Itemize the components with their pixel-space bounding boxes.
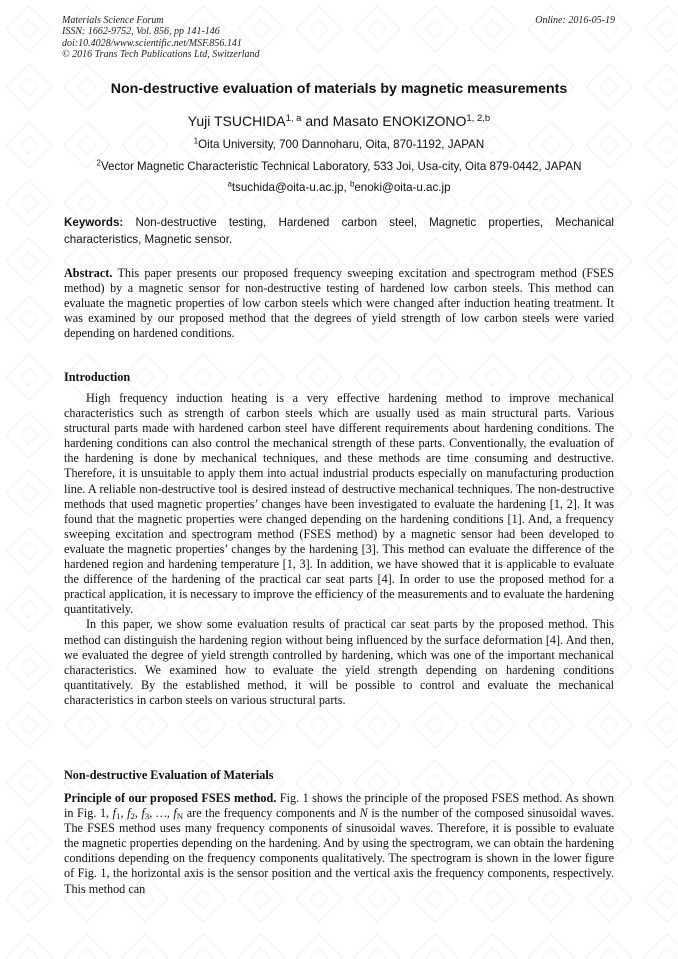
fses-subheading: Principle of our proposed FSES method. [64, 791, 277, 805]
journal-header [62, 15, 260, 61]
copyright-line: © 2016 Trans Tech Publications Ltd, Switzerland [62, 49, 260, 61]
keywords-text: Non-destructive testing, Hardened carbon steel, Magnetic properties, Mechanical characteristics, Magnetic sensor. [64, 216, 614, 246]
author-2-name: Masato ENOKIZONO [332, 113, 467, 129]
email-b-sup: b [349, 179, 355, 189]
symbol-f: f [141, 806, 145, 821]
symbol-N: N [359, 806, 368, 821]
comma: , [120, 806, 128, 821]
abstract-text: This paper presents our proposed frequency sweeping excitation and spectrogram method (FSES method) by a magnetic sensor for non-destructive testing of hardened low carbon steels. This method can evaluate the magnetic properties of low carbon steels which were changed after induction heating treatment. It was examined by our proposed method that the degrees of yield strength of low carbon steels were varied depending on hardened conditions. [64, 266, 614, 341]
email-a-sup: a [227, 179, 232, 189]
introduction-paragraph-1: High frequency induction heating is a very effective hardening method to improve mechanical characteristics such as strength of carbon steels which are usually used as main structural parts. Various structural parts made with hardened carbon steel have different requirements about hardening conditions. The hardening conditions can also control the mechanical strength of these parts. Conventionally, the evaluation of the hardening is done by mechanical techniques, and these methods are time consuming and destructive. Therefore, it is unsuitable to apply them into actual industrial products especially on manufacturing production line. A reliable non-destructive tool is desired instead of destructive mechanical techniques. The non-destructive methods that used magnetic properties’ changes have been investigated to evaluate the hardening [1, 2]. It was found that the magnetic properties were changed depending on the hardening conditions [1]. And, a frequency sweeping excitation and spectrogram method (FSES method) by a magnetic sensor had been developed to evaluate the magnetic properties’ changes by the hardening [3]. This method can evaluate the difference of the hardened region and hardening temperature [1, 3]. In addition, we have showed that it is applicable to evaluate the difference of the hardening of the practical car seat parts [4]. In order to use the proposed method for a practical application, it is necessary to improve the efficiency of the measurements and to evaluate the hardening quantitatively. [64, 391, 614, 617]
keywords-label: Keywords: [64, 216, 124, 229]
affiliation-2-text: Vector Magnetic Characteristic Technical Laboratory, 533 Joi, Usa-city, Oita 879-0442, JAPAN [100, 160, 582, 173]
author-1-name: Yuji TSUCHIDA [187, 113, 286, 129]
fses-text-3: is the number of the composed sinusoidal waves. The FSES method uses many frequency components of sinusoidal waves. Therefore, it is possible to evaluate the magnetic properties depending on the hardening. And by using the spectrogram, we can obtain the hardening conditions depending on the frequency components qualitatively. The spectrogram is shown in the lower figure of Fig. 1, the horizontal axis is the sensor position and the vertical axis the frequency components, respectively. This method can [64, 806, 615, 896]
affiliation-1-sup: 1 [193, 136, 199, 146]
doi-line: doi:10.4028/www.scientific.net/MSF.856.141 [62, 37, 242, 49]
symbol-f: f [173, 806, 177, 821]
section-heading-nde: Non-destructive Evaluation of Materials [64, 768, 274, 782]
paper-title: Non-destructive evaluation of materials by magnetic measurements [110, 81, 568, 97]
affiliation-1 [30, 138, 648, 151]
symbol-f: f [127, 806, 131, 821]
subscript-N: N [176, 810, 184, 821]
abstract-label: Abstract. [64, 266, 113, 280]
introduction-heading: Introduction [64, 370, 131, 384]
symbol-f: f [112, 806, 117, 821]
author-and: and [301, 113, 333, 129]
affiliation-1-text: Oita University, 700 Dannoharu, Oita, 870-1192, JAPAN [198, 138, 485, 151]
journal-name: Materials Science Forum [62, 15, 164, 26]
issn-line: ISSN: 1662-9752, Vol. 856, pp 141-146 [62, 26, 220, 38]
introduction-paragraph-2: In this paper, we show some evaluation results of practical car seat parts by the proposed method. This method can distinguish the hardening region without being influenced by the surface deformation [4]. And then, we evaluated the degree of yield strength controlled by hardening, which was one of the important mechanical characteristics. We examined how to evaluate the yield strength depending on hardening conditions quantitatively. By the established method, it will be possible to control and evaluate the mechanical characteristics in carbon steels on various structural parts. [64, 617, 614, 707]
fses-text-2: are the frequency components and [183, 806, 360, 821]
email-separator: , [343, 181, 350, 194]
subscript-3: 3 [144, 810, 150, 821]
ellipsis: …, [155, 806, 174, 821]
online-date: Online: 2016-05-19 [535, 15, 615, 26]
subscript-1: 1 [116, 810, 121, 821]
fses-text-1: Fig. 1 shows the principle of the proposed FSES method. As shown in Fig. 1, [64, 791, 614, 821]
affiliation-2 [30, 160, 648, 173]
email-line [30, 181, 648, 194]
subscript-2: 2 [130, 810, 135, 821]
email-b[interactable]: enoki@oita-u.ac.jp [354, 181, 451, 194]
keywords [64, 215, 614, 248]
affiliation-2-sup: 2 [96, 158, 101, 168]
section-body-fses [64, 791, 614, 897]
abstract [64, 266, 614, 341]
comma: , [134, 806, 142, 821]
comma: , [149, 806, 156, 821]
email-a[interactable]: tsuchida@oita-u.ac.jp [231, 181, 344, 194]
author-line [40, 113, 638, 129]
introduction-body [64, 391, 614, 708]
author-2-sup: 1, 2,b [466, 112, 491, 124]
author-1-sup: 1, a [285, 112, 302, 124]
